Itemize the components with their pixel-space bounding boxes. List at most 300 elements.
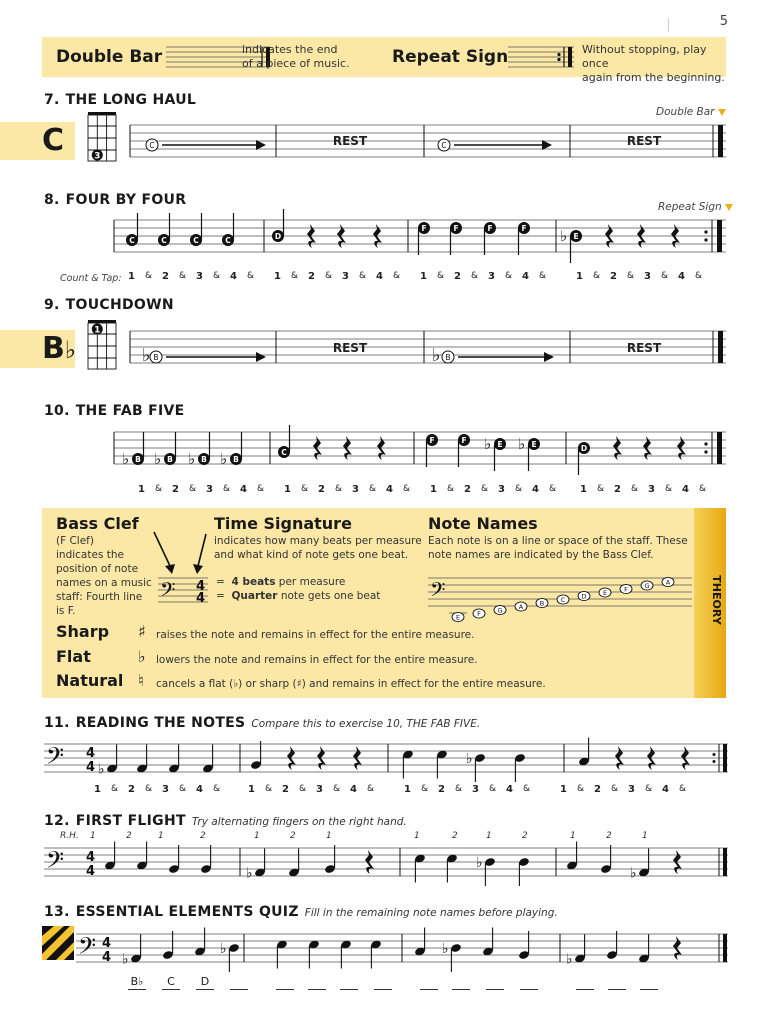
count-syllable: 3 bbox=[488, 271, 495, 282]
quarter-note bbox=[418, 222, 430, 255]
flat-icon: ♭ bbox=[466, 751, 473, 767]
count-syllable: 3 bbox=[162, 784, 169, 795]
quarter-note bbox=[570, 230, 582, 263]
whole-note bbox=[515, 602, 527, 611]
count-syllable: & bbox=[333, 784, 341, 794]
whole-note bbox=[641, 581, 653, 590]
quarter-note bbox=[414, 853, 426, 882]
rest-label: REST bbox=[332, 341, 368, 355]
quiz-answer: C bbox=[162, 975, 180, 990]
exercise-9-name: TOUCHDOWN bbox=[65, 297, 174, 313]
bold-text: 4 beats bbox=[231, 576, 276, 588]
exercise-13-number: 13. bbox=[44, 904, 70, 920]
page-number: 5 bbox=[719, 14, 728, 29]
count-syllable: & bbox=[213, 271, 221, 281]
note-name: E bbox=[531, 440, 537, 449]
count-syllable: & bbox=[455, 784, 463, 794]
exercise-10-name: THE FAB FIVE bbox=[75, 403, 185, 419]
quarter-note bbox=[518, 931, 530, 960]
exercise-12-number: 12. bbox=[44, 813, 70, 829]
note-name: B bbox=[201, 455, 207, 464]
repeat-sign-marker-label: Repeat Sign bbox=[658, 201, 722, 213]
bass-clef-heading: Bass Clef bbox=[56, 514, 139, 533]
quarter-note bbox=[98, 745, 118, 778]
flat-icon: ♭ bbox=[518, 435, 526, 453]
quarter-note bbox=[466, 751, 486, 782]
rest-label: REST bbox=[626, 134, 662, 148]
quarter-note bbox=[446, 853, 458, 882]
exercise-11-number: 11. bbox=[44, 715, 70, 731]
quarter-note bbox=[426, 434, 438, 467]
note-names-heading: Note Names bbox=[428, 514, 538, 533]
count-syllable: 2 bbox=[162, 271, 169, 282]
note-name: C bbox=[441, 141, 447, 150]
count-syllable: 2 bbox=[172, 484, 179, 495]
double-bar-marker bbox=[656, 106, 726, 118]
note-name: F bbox=[477, 610, 481, 619]
finger-number: 1 bbox=[642, 831, 648, 841]
note-name: B bbox=[445, 353, 451, 362]
quarter-note bbox=[158, 213, 170, 246]
bass-clef-icon: 𝄢 bbox=[46, 846, 65, 879]
quarter-note bbox=[442, 941, 462, 972]
text: note gets one beat bbox=[277, 590, 381, 602]
quarter-note bbox=[220, 432, 242, 468]
quarter-note bbox=[154, 432, 176, 468]
natural-icon: ♮ bbox=[138, 671, 144, 690]
count-syllable: 3 bbox=[628, 784, 635, 795]
finger-number: 1 bbox=[326, 831, 332, 841]
count-syllable: & bbox=[447, 484, 455, 494]
count-syllable: 4 bbox=[682, 484, 689, 495]
count-syllable: & bbox=[593, 271, 601, 281]
quiz-answer-blank[interactable] bbox=[276, 975, 294, 990]
count-syllable: 2 bbox=[438, 784, 445, 795]
exercise-11-title bbox=[44, 715, 480, 731]
count-syllable: & bbox=[393, 271, 401, 281]
text: ) or sharp ( bbox=[238, 678, 297, 690]
quarter-note bbox=[518, 857, 530, 886]
quarter-note bbox=[136, 842, 148, 871]
count-syllable: 4 bbox=[240, 484, 247, 495]
quiz-answer-blank[interactable] bbox=[230, 975, 248, 990]
flat-icon: ♭ bbox=[64, 336, 77, 364]
quarter-note bbox=[126, 213, 138, 246]
quarter-note bbox=[162, 931, 174, 960]
count-syllable: & bbox=[145, 784, 153, 794]
text-line: indicates how many beats per measure bbox=[214, 535, 422, 547]
note-name: C bbox=[129, 236, 135, 245]
count-syllable: 3 bbox=[648, 484, 655, 495]
finger-number: 2 bbox=[606, 831, 612, 841]
note-name: E bbox=[455, 613, 461, 622]
quarter-note bbox=[276, 939, 288, 968]
count-syllable: & bbox=[325, 271, 333, 281]
count-syllable: & bbox=[403, 484, 411, 494]
theory-side-tab bbox=[694, 508, 726, 698]
exercise-10-title bbox=[44, 403, 185, 419]
flat-icon: ♭ bbox=[476, 855, 483, 871]
exercise-13-staff bbox=[76, 928, 730, 972]
count-syllable: 4 bbox=[532, 484, 539, 495]
quarter-note bbox=[104, 842, 116, 871]
text-line: indicates the bbox=[56, 549, 124, 561]
flat-icon: ♭ bbox=[484, 435, 492, 453]
exercise-9-title bbox=[44, 297, 174, 313]
quarter-note bbox=[308, 939, 320, 968]
flat-icon: ♭ bbox=[220, 941, 227, 957]
quiz-answer: D bbox=[196, 975, 214, 990]
whole-note bbox=[536, 598, 548, 607]
count-syllable: & bbox=[265, 784, 273, 794]
exercise-11-staff bbox=[44, 738, 730, 782]
count-syllable: 3 bbox=[316, 784, 323, 795]
time-sig-bottom: 4 bbox=[86, 760, 96, 775]
note-names-staff bbox=[428, 572, 696, 620]
count-syllable: 2 bbox=[282, 784, 289, 795]
quiz-answer-blank[interactable] bbox=[486, 975, 504, 990]
count-syllable: & bbox=[489, 784, 497, 794]
count-syllable: & bbox=[699, 484, 707, 494]
double-bar-marker-label: Double Bar bbox=[656, 106, 715, 118]
note-name: A bbox=[518, 603, 524, 612]
note-name: C bbox=[225, 236, 231, 245]
note-name: B bbox=[153, 353, 159, 362]
count-syllable: & bbox=[291, 271, 299, 281]
note-tab-letter-main: B bbox=[42, 331, 65, 366]
time-signature-explanation bbox=[216, 575, 380, 603]
note-names-description bbox=[428, 534, 688, 562]
count-syllable: 1 bbox=[404, 784, 411, 795]
quarter-note bbox=[458, 434, 470, 467]
double-bar-desc-line2: of a piece of music. bbox=[242, 57, 350, 70]
count-syllable: 1 bbox=[274, 271, 281, 282]
flat-icon: ♭ bbox=[122, 450, 130, 468]
note-name: E bbox=[573, 232, 579, 241]
flat-heading: Flat bbox=[56, 647, 91, 666]
time-sig-top: 4 bbox=[86, 850, 96, 865]
exercise-11-instruction: Compare this to exercise 10, THE FAB FIVE. bbox=[251, 718, 481, 730]
text: ) and remains in effect for the entire measure. bbox=[301, 678, 546, 690]
quarter-note bbox=[136, 745, 148, 774]
finger-number: 1 bbox=[90, 831, 96, 841]
quarter-note bbox=[246, 849, 266, 882]
count-syllable: & bbox=[111, 784, 119, 794]
double-bar-description bbox=[242, 43, 350, 71]
whole-note bbox=[473, 609, 485, 618]
note-name: G bbox=[497, 606, 503, 615]
time-sig-bottom: 4 bbox=[102, 950, 112, 965]
note-name: C bbox=[193, 236, 199, 245]
count-syllable: 4 bbox=[376, 271, 383, 282]
count-syllable: 1 bbox=[138, 484, 145, 495]
count-syllable: & bbox=[471, 271, 479, 281]
repeat-sign-desc-line1: Without stopping, play once bbox=[582, 43, 707, 70]
note-tab-c bbox=[0, 122, 75, 160]
quarter-note bbox=[222, 213, 234, 246]
count-syllable: & bbox=[597, 484, 605, 494]
notation-legend-bar bbox=[42, 37, 726, 84]
count-syllable: 1 bbox=[580, 484, 587, 495]
time-sig-top: 4 bbox=[196, 579, 206, 594]
count-syllable: & bbox=[505, 271, 513, 281]
exercise-7-number: 7. bbox=[44, 92, 60, 108]
note-name: C bbox=[149, 141, 155, 150]
time-signature-heading: Time Signature bbox=[214, 514, 352, 533]
count-syllable: & bbox=[247, 271, 255, 281]
count-syllable: & bbox=[631, 484, 639, 494]
count-syllable: & bbox=[539, 271, 547, 281]
count-syllable: & bbox=[645, 784, 653, 794]
repeat-sign-title: Repeat Sign bbox=[392, 47, 509, 67]
quiz-answer-blank[interactable] bbox=[420, 975, 438, 990]
quarter-note bbox=[220, 941, 240, 972]
quiz-answer-blank[interactable] bbox=[576, 975, 594, 990]
quarter-note bbox=[600, 845, 612, 874]
count-syllable: 1 bbox=[576, 271, 583, 282]
count-syllable: & bbox=[189, 484, 197, 494]
count-syllable: & bbox=[549, 484, 557, 494]
exercise-8-title bbox=[44, 192, 186, 208]
text: per measure bbox=[275, 576, 346, 588]
count-syllable: & bbox=[515, 484, 523, 494]
count-syllable: 1 bbox=[128, 271, 135, 282]
note-name: B bbox=[135, 455, 141, 464]
quarter-note bbox=[638, 935, 650, 964]
quiz-answer-blank[interactable] bbox=[340, 975, 358, 990]
count-syllable: 2 bbox=[128, 784, 135, 795]
time-sig-top: 4 bbox=[102, 936, 112, 951]
bass-clef-icon: 𝄢 bbox=[430, 578, 446, 606]
count-tap-label: Count & Tap: bbox=[60, 273, 122, 284]
quiz-answer-blank[interactable] bbox=[520, 975, 538, 990]
flat-icon: ♭ bbox=[220, 450, 228, 468]
flat-icon: ♭ bbox=[432, 345, 441, 366]
quarter-note bbox=[578, 442, 590, 475]
count-syllable: 3 bbox=[498, 484, 505, 495]
count-syllable: 3 bbox=[352, 484, 359, 495]
flat-icon: ♭ bbox=[122, 951, 129, 968]
time-sig-top: 4 bbox=[86, 746, 96, 761]
fret-number: 1 bbox=[94, 325, 101, 336]
count-syllable: 4 bbox=[230, 271, 237, 282]
quarter-note bbox=[278, 425, 290, 458]
flat-description: lowers the note and remains in effect for the entire measure. bbox=[156, 654, 478, 666]
quiz-answer: B♭ bbox=[128, 975, 146, 990]
text-line: and what kind of note gets one beat. bbox=[214, 549, 409, 561]
quarter-note bbox=[122, 935, 142, 968]
note-tab-letter bbox=[42, 330, 76, 369]
rest-label: REST bbox=[332, 134, 368, 148]
note-value-row bbox=[216, 589, 380, 603]
count-syllable: 3 bbox=[342, 271, 349, 282]
whole-note-c-1 bbox=[146, 139, 158, 151]
count-syllable: 3 bbox=[196, 271, 203, 282]
count-syllable: 2 bbox=[308, 271, 315, 282]
repeat-sign-staff-icon bbox=[508, 43, 578, 71]
marker-arrow-icon bbox=[725, 204, 733, 211]
count-syllable: & bbox=[523, 784, 531, 794]
finger-number: 1 bbox=[254, 831, 260, 841]
whole-note bbox=[557, 595, 569, 604]
quarter-note bbox=[250, 741, 262, 770]
note-name: B bbox=[539, 599, 545, 608]
text-line: position of note bbox=[56, 563, 139, 575]
exercise-10-staff bbox=[114, 426, 730, 476]
quarter-note bbox=[514, 753, 526, 782]
note-name: A bbox=[665, 578, 671, 587]
natural-heading: Natural bbox=[56, 671, 124, 690]
note-tab-letter: C bbox=[42, 123, 65, 158]
flat-icon: ♭ bbox=[630, 865, 637, 882]
page-number-divider bbox=[668, 18, 669, 32]
text: cancels a flat ( bbox=[156, 678, 234, 690]
text-line: Each note is on a line or space of the staff. These bbox=[428, 535, 688, 547]
count-syllable: & bbox=[665, 484, 673, 494]
note-name: F bbox=[624, 585, 628, 594]
exercise-10-number: 10. bbox=[44, 403, 70, 419]
fingering-chart-b-flat bbox=[88, 320, 118, 372]
note-name: D bbox=[581, 592, 587, 601]
quarter-note bbox=[482, 928, 494, 957]
time-signature-description bbox=[214, 534, 422, 562]
count-syllable: & bbox=[257, 484, 265, 494]
exercise-12-staff bbox=[44, 842, 730, 886]
text-line: names on a music bbox=[56, 577, 152, 589]
count-syllable: 3 bbox=[644, 271, 651, 282]
count-syllable: 4 bbox=[522, 271, 529, 282]
quarter-note bbox=[202, 745, 214, 774]
equals-sign: = bbox=[216, 590, 225, 602]
finger-number: 1 bbox=[486, 831, 492, 841]
count-syllable: & bbox=[145, 271, 153, 281]
count-syllable: & bbox=[661, 271, 669, 281]
natural-description bbox=[156, 677, 546, 691]
repeat-sign-description bbox=[582, 43, 726, 85]
whole-note bbox=[449, 612, 467, 621]
note-name: F bbox=[487, 224, 493, 233]
finger-number: 2 bbox=[200, 831, 206, 841]
exercise-7-staff bbox=[130, 122, 730, 162]
note-name: F bbox=[461, 436, 467, 445]
count-syllable: 4 bbox=[506, 784, 513, 795]
count-syllable: & bbox=[335, 484, 343, 494]
bass-clef-icon: 𝄢 bbox=[78, 932, 97, 965]
count-syllable: 2 bbox=[318, 484, 325, 495]
exercise-13-title bbox=[44, 904, 558, 920]
quiz-answer-blank[interactable] bbox=[640, 975, 658, 990]
repeat-sign-desc-line2: again from the beginning. bbox=[582, 71, 725, 84]
note-name: D bbox=[580, 444, 588, 453]
count-syllable: 4 bbox=[386, 484, 393, 495]
quarter-note bbox=[566, 842, 578, 871]
whole-note-b-flat-2 bbox=[442, 351, 454, 363]
text-line: (F Clef) bbox=[56, 535, 94, 547]
quarter-note bbox=[194, 928, 206, 957]
sharp-description: raises the note and remains in effect for the entire measure. bbox=[156, 629, 475, 641]
note-name: F bbox=[453, 224, 459, 233]
flat-icon: ♭ bbox=[566, 951, 573, 968]
exercise-13-instruction: Fill in the remaining note names before playing. bbox=[304, 907, 558, 919]
exercise-12-name: FIRST FLIGHT bbox=[75, 813, 186, 829]
count-syllable: & bbox=[679, 784, 687, 794]
beats-row bbox=[216, 575, 380, 589]
bass-clef-icon: 𝄢 bbox=[46, 742, 65, 775]
exercise-12-title bbox=[44, 813, 407, 829]
count-syllable: & bbox=[695, 271, 703, 281]
quarter-note bbox=[340, 939, 352, 968]
count-syllable: 3 bbox=[472, 784, 479, 795]
note-name: B bbox=[233, 455, 239, 464]
flat-icon: ♭ bbox=[142, 345, 151, 366]
sharp-icon: ♯ bbox=[138, 622, 146, 641]
note-name: F bbox=[429, 436, 435, 445]
count-syllable: 2 bbox=[614, 484, 621, 495]
exercise-11-name: READING THE NOTES bbox=[75, 715, 246, 731]
right-hand-label: R.H. bbox=[60, 831, 79, 841]
note-name: F bbox=[421, 224, 427, 233]
count-syllable: 2 bbox=[610, 271, 617, 282]
note-name: G bbox=[644, 582, 650, 591]
flat-icon: ♭ bbox=[560, 227, 568, 245]
quiz-answer-blank[interactable] bbox=[452, 975, 470, 990]
finger-number: 1 bbox=[414, 831, 420, 841]
note-name: E bbox=[602, 589, 608, 598]
note-name: C bbox=[560, 596, 566, 605]
exercise-13-name: ESSENTIAL ELEMENTS QUIZ bbox=[75, 904, 299, 920]
flat-icon: ♭ bbox=[98, 761, 105, 778]
count-syllable: 2 bbox=[454, 271, 461, 282]
quarter-note bbox=[324, 845, 336, 874]
flat-icon: ♭ bbox=[233, 678, 239, 690]
quarter-note bbox=[566, 935, 586, 968]
finger-number: 2 bbox=[126, 831, 132, 841]
quarter-note bbox=[436, 749, 448, 778]
count-syllable: 2 bbox=[464, 484, 471, 495]
sharp-heading: Sharp bbox=[56, 622, 110, 641]
count-syllable: & bbox=[627, 271, 635, 281]
quiz-answer-blank[interactable] bbox=[374, 975, 392, 990]
whole-note-c-2 bbox=[438, 139, 450, 151]
note-name: C bbox=[281, 448, 287, 457]
quarter-note bbox=[168, 745, 180, 774]
count-syllable: 1 bbox=[248, 784, 255, 795]
time-sig-bottom: 4 bbox=[86, 864, 96, 879]
whole-note bbox=[662, 577, 674, 586]
exercise-7-title bbox=[44, 92, 196, 108]
count-syllable: & bbox=[421, 784, 429, 794]
note-tab-b-flat bbox=[0, 330, 75, 368]
quarter-note bbox=[402, 749, 414, 778]
count-syllable: 1 bbox=[560, 784, 567, 795]
count-syllable: 4 bbox=[196, 784, 203, 795]
quiz-answer-blank[interactable] bbox=[308, 975, 326, 990]
exercise-8-staff bbox=[114, 214, 730, 264]
count-syllable: & bbox=[577, 784, 585, 794]
count-syllable: & bbox=[155, 484, 163, 494]
fret-number: 3 bbox=[94, 151, 101, 162]
theory-side-label: THEORY bbox=[710, 575, 723, 625]
count-syllable: 4 bbox=[678, 271, 685, 282]
finger-number: 2 bbox=[452, 831, 458, 841]
whole-note bbox=[494, 605, 506, 614]
quarter-note bbox=[168, 845, 180, 874]
marker-arrow-icon bbox=[718, 109, 726, 116]
quarter-note bbox=[188, 432, 210, 468]
quiz-answer-blank[interactable] bbox=[608, 975, 626, 990]
exercise-9-number: 9. bbox=[44, 297, 60, 313]
bass-clef-time-signature-staff bbox=[158, 574, 210, 610]
